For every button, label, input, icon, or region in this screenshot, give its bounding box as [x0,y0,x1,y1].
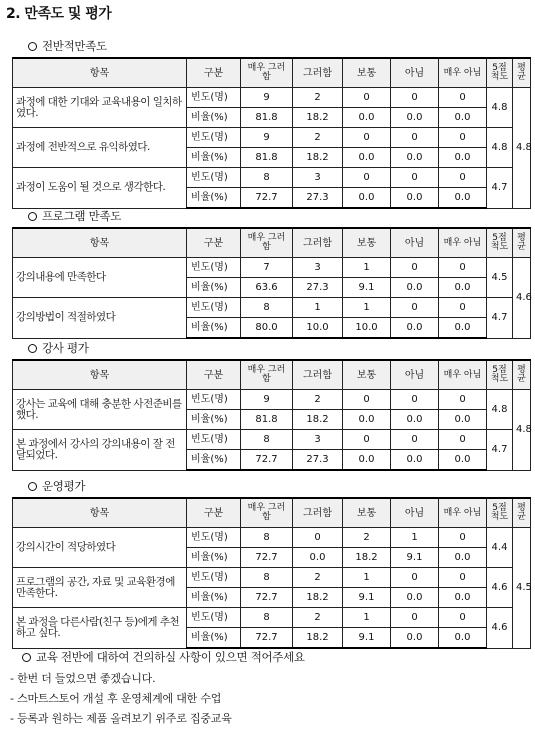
ratio-value: 0.0 [439,588,487,608]
score-value: 4.4 [487,528,513,568]
score-value: 4.7 [487,430,513,471]
average-value: 4.8 [513,390,531,471]
header-c3: 보통 [343,498,391,528]
suggestion-item: - 스마트스토어 개설 후 운영체계에 대한 수업 [10,692,222,705]
frequency-row [13,568,531,588]
frequency-value: 8 [241,168,293,188]
frequency-value: 0 [343,88,391,108]
circle-bullet-icon [28,212,37,221]
frequency-row [13,390,531,410]
ratio-value: 0.0 [391,588,439,608]
header-avg: 평균 [513,228,531,258]
frequency-value: 3 [293,430,343,450]
frequency-value: 8 [241,298,293,318]
header-c5: 매우 아님 [439,228,487,258]
frequency-label: 빈도(명) [187,168,241,188]
frequency-value: 0 [343,128,391,148]
frequency-label: 빈도(명) [187,390,241,410]
ratio-value: 9.1 [391,548,439,568]
frequency-value: 2 [293,568,343,588]
ratio-value: 81.8 [241,148,293,168]
frequency-value: 1 [391,528,439,548]
score-value: 4.7 [487,298,513,339]
question-text: 본 과정을 다른사람(친구 등)에게 추천하고 싶다. [13,608,187,649]
frequency-value: 9 [241,390,293,410]
ratio-value: 80.0 [241,318,293,339]
survey-table [12,227,531,339]
header-c4: 아님 [391,360,439,390]
ratio-value: 18.2 [293,628,343,649]
frequency-value: 0 [439,258,487,278]
frequency-value: 9 [241,128,293,148]
header-cat: 구분 [187,228,241,258]
frequency-label: 빈도(명) [187,298,241,318]
frequency-value: 0 [391,608,439,628]
ratio-value: 9.1 [343,278,391,298]
question-text: 과정이 도움이 될 것으로 생각한다. [13,168,187,209]
ratio-value: 0.0 [391,318,439,339]
frequency-label: 빈도(명) [187,568,241,588]
header-c3: 보통 [343,58,391,88]
frequency-value: 0 [391,430,439,450]
ratio-value: 18.2 [293,148,343,168]
ratio-label: 비율(%) [187,410,241,430]
ratio-value: 0.0 [391,108,439,128]
frequency-value: 0 [293,528,343,548]
survey-table [12,359,531,471]
suggestion-heading-text: 교육 전반에 대하여 건의하실 사항이 있으면 적어주세요 [36,650,305,664]
frequency-row [13,258,531,278]
header-row [13,58,531,88]
frequency-value: 8 [241,608,293,628]
frequency-value: 0 [391,258,439,278]
header-cat: 구분 [187,498,241,528]
subsection-heading [28,340,89,356]
subsection-label: 전반적만족도 [42,39,107,53]
frequency-value: 8 [241,430,293,450]
header-c1: 매우 그러함 [241,58,293,88]
frequency-row [13,528,531,548]
frequency-value: 0 [439,390,487,410]
ratio-value: 0.0 [439,278,487,298]
frequency-value: 1 [343,258,391,278]
frequency-value: 2 [293,390,343,410]
question-text: 강의내용에 만족한다 [13,258,187,298]
frequency-value: 1 [343,568,391,588]
circle-bullet-icon [28,42,37,51]
ratio-value: 27.3 [293,278,343,298]
ratio-value: 0.0 [439,548,487,568]
header-row [13,360,531,390]
header-cat: 구분 [187,58,241,88]
ratio-value: 0.0 [439,628,487,649]
score-value: 4.5 [487,258,513,298]
frequency-value: 3 [293,168,343,188]
ratio-label: 비율(%) [187,148,241,168]
average-value: 4.8 [513,88,531,209]
subsection-label: 운영평가 [42,479,86,493]
header-c4: 아님 [391,228,439,258]
header-c1: 매우 그러함 [241,360,293,390]
frequency-row [13,88,531,108]
header-c1: 매우 그러함 [241,228,293,258]
ratio-value: 0.0 [439,148,487,168]
subsection-label: 강사 평가 [42,341,89,355]
frequency-value: 8 [241,528,293,548]
question-text: 본 과정에서 강사의 강의내용이 잘 전달되었다. [13,430,187,471]
frequency-label: 빈도(명) [187,608,241,628]
header-avg: 평균 [513,58,531,88]
ratio-value: 18.2 [293,410,343,430]
ratio-value: 18.2 [343,548,391,568]
frequency-value: 2 [293,128,343,148]
frequency-value: 0 [391,88,439,108]
ratio-value: 0.0 [343,148,391,168]
ratio-value: 81.8 [241,410,293,430]
suggestion-item: - 한번 더 들었으면 좋겠습니다. [10,672,156,685]
score-value: 4.6 [487,568,513,608]
ratio-value: 0.0 [391,628,439,649]
ratio-value: 0.0 [439,318,487,339]
header-c3: 보통 [343,360,391,390]
header-avg: 평균 [513,360,531,390]
header-c1: 매우 그러함 [241,498,293,528]
subsection-heading [28,38,107,54]
ratio-value: 27.3 [293,450,343,471]
ratio-value: 0.0 [391,278,439,298]
frequency-row [13,298,531,318]
header-c4: 아님 [391,498,439,528]
frequency-value: 0 [391,390,439,410]
header-score: 5점 척도 [487,58,513,88]
ratio-value: 0.0 [439,188,487,209]
ratio-value: 10.0 [343,318,391,339]
frequency-row [13,128,531,148]
question-text: 프로그램의 공간, 자료 및 교육환경에 만족한다. [13,568,187,608]
ratio-label: 비율(%) [187,548,241,568]
average-value: 4.5 [513,528,531,649]
frequency-label: 빈도(명) [187,258,241,278]
ratio-value: 18.2 [293,588,343,608]
ratio-value: 0.0 [343,108,391,128]
suggestion-heading [22,649,305,665]
ratio-value: 0.0 [343,188,391,209]
question-text: 과정에 대한 기대와 교육내용이 일치하였다. [13,88,187,128]
header-score: 5점 척도 [487,228,513,258]
frequency-value: 0 [343,390,391,410]
ratio-label: 비율(%) [187,588,241,608]
header-row [13,498,531,528]
header-item: 항목 [13,360,187,390]
ratio-value: 72.7 [241,628,293,649]
header-item: 항목 [13,228,187,258]
ratio-value: 0.0 [439,108,487,128]
score-value: 4.6 [487,608,513,649]
ratio-value: 0.0 [439,450,487,471]
ratio-value: 0.0 [391,450,439,471]
frequency-row [13,168,531,188]
frequency-value: 0 [343,430,391,450]
frequency-value: 0 [391,168,439,188]
ratio-value: 10.0 [293,318,343,339]
ratio-label: 비율(%) [187,628,241,649]
ratio-value: 72.7 [241,450,293,471]
frequency-value: 0 [391,298,439,318]
frequency-row [13,430,531,450]
suggestion-item: - 등록과 원하는 제품 올려보기 위주로 집중교육 [10,712,232,725]
frequency-value: 0 [439,88,487,108]
header-c4: 아님 [391,58,439,88]
score-value: 4.7 [487,168,513,209]
frequency-label: 빈도(명) [187,128,241,148]
frequency-value: 0 [439,568,487,588]
subsection-label: 프로그램 만족도 [42,209,122,223]
header-row [13,228,531,258]
ratio-value: 0.0 [391,148,439,168]
frequency-value: 0 [439,608,487,628]
score-value: 4.8 [487,128,513,168]
frequency-label: 빈도(명) [187,430,241,450]
frequency-row [13,608,531,628]
frequency-label: 빈도(명) [187,88,241,108]
section-title: 2. 만족도 및 평가 [6,6,112,22]
ratio-value: 72.7 [241,548,293,568]
header-c5: 매우 아님 [439,498,487,528]
header-score: 5점 척도 [487,498,513,528]
ratio-value: 0.0 [391,410,439,430]
ratio-value: 0.0 [293,548,343,568]
ratio-value: 18.2 [293,108,343,128]
subsection-heading [28,478,85,494]
average-value: 4.6 [513,258,531,339]
ratio-value: 72.7 [241,188,293,209]
score-value: 4.8 [487,88,513,128]
circle-bullet-icon [22,653,31,662]
frequency-value: 0 [439,168,487,188]
ratio-value: 27.3 [293,188,343,209]
header-c2: 그러함 [293,228,343,258]
frequency-value: 1 [343,608,391,628]
frequency-value: 0 [391,128,439,148]
frequency-value: 0 [343,168,391,188]
ratio-value: 9.1 [343,588,391,608]
frequency-value: 8 [241,568,293,588]
frequency-value: 2 [293,88,343,108]
header-c5: 매우 아님 [439,58,487,88]
frequency-label: 빈도(명) [187,528,241,548]
header-score: 5점 척도 [487,360,513,390]
question-text: 과정에 전반적으로 유익하였다. [13,128,187,168]
frequency-value: 2 [343,528,391,548]
frequency-value: 7 [241,258,293,278]
frequency-value: 3 [293,258,343,278]
header-avg: 평균 [513,498,531,528]
frequency-value: 2 [293,608,343,628]
frequency-value: 0 [439,430,487,450]
header-c5: 매우 아님 [439,360,487,390]
survey-table [12,57,531,209]
frequency-value: 9 [241,88,293,108]
ratio-value: 63.6 [241,278,293,298]
header-item: 항목 [13,58,187,88]
ratio-value: 72.7 [241,588,293,608]
circle-bullet-icon [28,482,37,491]
frequency-value: 1 [293,298,343,318]
header-c3: 보통 [343,228,391,258]
ratio-label: 비율(%) [187,278,241,298]
frequency-value: 0 [439,128,487,148]
question-text: 강의시간이 적당하였다 [13,528,187,568]
frequency-value: 1 [343,298,391,318]
header-c2: 그러함 [293,498,343,528]
ratio-label: 비율(%) [187,188,241,209]
ratio-value: 9.1 [343,628,391,649]
survey-table [12,497,531,649]
circle-bullet-icon [28,344,37,353]
frequency-value: 0 [439,298,487,318]
frequency-value: 0 [391,568,439,588]
ratio-label: 비율(%) [187,318,241,339]
ratio-value: 0.0 [391,188,439,209]
ratio-label: 비율(%) [187,108,241,128]
ratio-label: 비율(%) [187,450,241,471]
header-c2: 그러함 [293,360,343,390]
header-c2: 그러함 [293,58,343,88]
subsection-heading [28,208,121,224]
score-value: 4.8 [487,390,513,430]
ratio-value: 81.8 [241,108,293,128]
header-item: 항목 [13,498,187,528]
frequency-value: 0 [439,528,487,548]
header-cat: 구분 [187,360,241,390]
ratio-value: 0.0 [439,410,487,430]
ratio-value: 0.0 [343,450,391,471]
question-text: 강의방법이 적절하였다 [13,298,187,339]
ratio-value: 0.0 [343,410,391,430]
question-text: 강사는 교육에 대해 충분한 사전준비를 했다. [13,390,187,430]
